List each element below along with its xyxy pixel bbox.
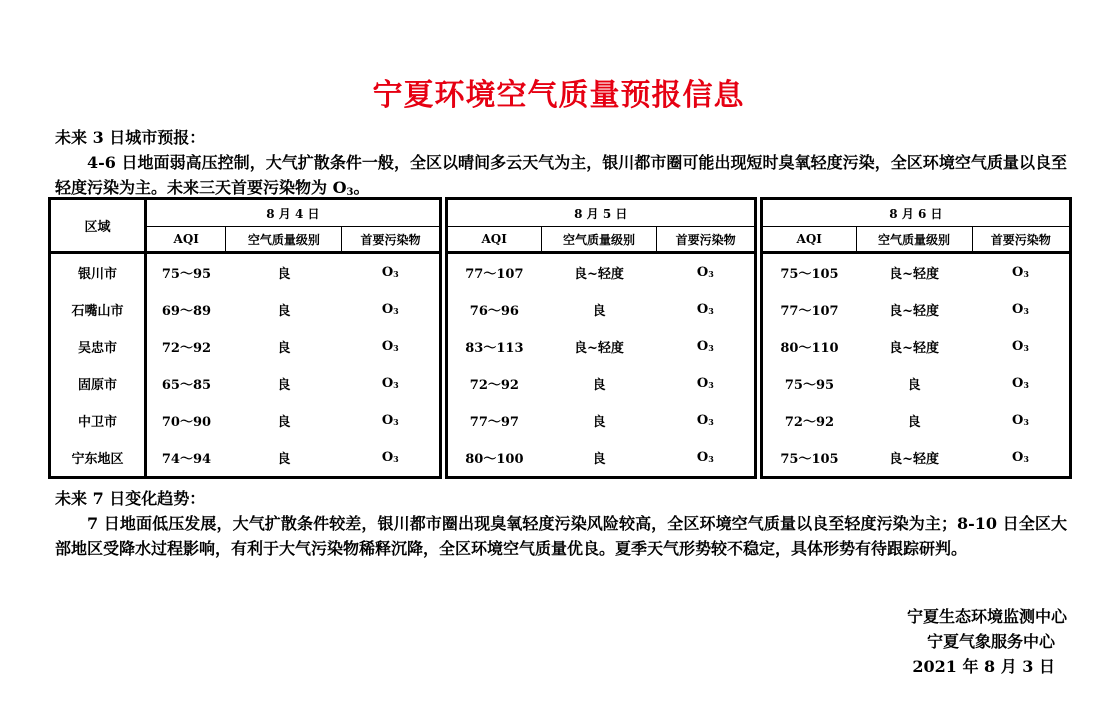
region-name: 宁东地区: [50, 439, 146, 478]
level-col-header: 空气质量级别: [541, 227, 657, 253]
forecast-3day-o3-subscript: 3: [346, 187, 354, 198]
pollutant-o3-subscript: 3: [393, 380, 399, 390]
pollutant-o3-subscript: 3: [1023, 343, 1029, 353]
pollutant-o3-subscript: 3: [708, 417, 714, 427]
pollutant-o3-subscript: 3: [393, 343, 399, 353]
air-quality-level-cell: 良~轻度: [574, 341, 624, 356]
pollutant-o3: O: [696, 265, 709, 280]
primary-pollutant-cell: [342, 365, 440, 402]
forecast-3day-body: 4-6 日地面弱高压控制，大气扩散条件一般，全区以晴间多云天气为主，银川都市圈可能出现短时臭氧轻度污染，全区环境空气质量以良至轻度污染为主。未来三天首要污染物为 O: [55, 153, 1067, 197]
pollutant-o3-subscript: 3: [708, 306, 714, 316]
primary-pollutant-cell: [657, 253, 755, 292]
page-title: 宁夏环境空气质量预报信息: [372, 78, 745, 113]
pollutant-o3: O: [696, 302, 709, 317]
air-quality-level-cell: 良: [277, 267, 291, 282]
primary-pollutant-cell: [972, 402, 1071, 439]
air-quality-level-cell: 良: [541, 439, 657, 478]
primary-pollutant-cell: [342, 328, 440, 365]
aqi-range-cell: 80～100: [446, 439, 541, 478]
pollutant-o3-subscript: 3: [1023, 306, 1029, 316]
region-name: 中卫市: [50, 402, 146, 439]
level-col-header: 空气质量级别: [226, 227, 342, 253]
trend-7day-text: 7 日地面低压发展，大气扩散条件较差，银川都市圈出现臭氧轻度污染风险较高，全区环境空气质量以良至轻度污染为主；8-10 日全区大部地区受降水过程影响，有利于大气污染物稀释沉降，全区环境空气质量优良。夏季天气形势较不稳定，具体形势有待跟踪研判。: [55, 514, 1067, 558]
primary-pollutant-cell: [342, 439, 440, 478]
aqi-range-cell: 75～95: [146, 253, 226, 292]
primary-pollutant-cell: [342, 402, 440, 439]
primary-pollutant-cell: [657, 365, 755, 402]
table-row: [50, 291, 1071, 328]
primary-pollutant-cell: [972, 439, 1071, 478]
air-quality-level-cell: 良: [277, 341, 291, 356]
pollutant-o3: O: [381, 302, 394, 317]
table-row: [50, 328, 1071, 365]
aqi-range-cell: 72～92: [761, 402, 856, 439]
aqi-range-cell: 80～110: [761, 328, 856, 365]
table-row: [50, 253, 1071, 292]
pollutant-o3-subscript: 3: [393, 417, 399, 427]
air-quality-level-cell: 良: [907, 378, 921, 393]
pollutant-o3-subscript: 3: [1023, 269, 1029, 279]
aqi-range-cell: 75～105: [761, 253, 856, 292]
pollutant-o3: O: [1012, 265, 1024, 280]
aqi-col-header: AQI: [446, 227, 541, 253]
pollutant-o3: O: [1012, 450, 1024, 465]
air-quality-level-cell: 良~轻度: [574, 267, 624, 282]
pollutant-o3: O: [696, 339, 709, 354]
aqi-range-cell: 72～92: [446, 365, 541, 402]
aqi-range-cell: 75～95: [761, 365, 856, 402]
pollutant-o3-subscript: 3: [708, 380, 714, 390]
forecast-3day-heading: 未来 3 日城市预报：: [55, 128, 206, 147]
air-quality-level-cell: 良: [592, 378, 606, 393]
region-name: 石嘴山市: [50, 291, 146, 328]
aqi-range-cell: 69～89: [146, 291, 226, 328]
primary-pollutant-cell: [972, 291, 1071, 328]
pollutant-o3: O: [1012, 413, 1024, 428]
signature-org-monitoring: 宁夏生态环境监测中心: [906, 607, 1067, 626]
signature-date: 2021 年 8 月 3 日: [912, 657, 1055, 676]
trend-7day-heading: 未来 7 日变化趋势：: [55, 489, 206, 508]
air-quality-level-cell: 良: [907, 415, 921, 430]
pollutant-o3-subscript: 3: [393, 306, 399, 316]
table-row: [50, 365, 1071, 402]
pollutant-o3: O: [381, 413, 394, 428]
air-quality-level-cell: 良~轻度: [889, 341, 940, 356]
pollutant-o3: O: [1012, 376, 1024, 391]
date-header: 8 月 4 日: [146, 199, 441, 227]
primary-pollutant-cell: [657, 328, 755, 365]
pollutant-o3-subscript: 3: [1023, 417, 1029, 427]
air-quality-level-cell: 良: [277, 415, 291, 430]
aqi-col-header: AQI: [761, 227, 856, 253]
pollutant-o3: O: [381, 376, 394, 391]
aqi-range-cell: 77～107: [446, 253, 541, 292]
date-header: 8 月 6 日: [761, 199, 1070, 227]
aqi-range-cell: 77～107: [761, 291, 856, 328]
region-name: 银川市: [50, 253, 146, 292]
pollutant-col-header: 首要污染物: [657, 227, 755, 253]
air-quality-level-cell: 良~轻度: [856, 439, 972, 478]
pollutant-o3: O: [381, 339, 394, 354]
region-header: 区域: [50, 199, 146, 253]
table-row: [50, 402, 1071, 439]
pollutant-o3-subscript: 3: [708, 454, 714, 464]
aqi-col-header: AQI: [146, 227, 226, 253]
air-quality-level-cell: 良: [277, 304, 291, 319]
pollutant-o3: O: [1012, 302, 1024, 317]
pollutant-o3: O: [381, 265, 394, 280]
pollutant-col-header: 首要污染物: [972, 227, 1071, 253]
primary-pollutant-cell: [657, 291, 755, 328]
aqi-range-cell: 72～92: [146, 328, 226, 365]
primary-pollutant-cell: [342, 253, 440, 292]
table-row: [50, 439, 1071, 478]
pollutant-o3-subscript: 3: [708, 269, 714, 279]
aqi-range-cell: 65～85: [146, 365, 226, 402]
signature-org-meteorology: 宁夏气象服务中心: [926, 632, 1055, 651]
air-quality-level-cell: 良~轻度: [889, 304, 940, 319]
aqi-range-cell: 70～90: [146, 402, 226, 439]
region-name: 固原市: [50, 365, 146, 402]
pollutant-o3: O: [696, 376, 709, 391]
aqi-range-cell: 75～105: [761, 439, 856, 478]
pollutant-o3: O: [1012, 339, 1024, 354]
primary-pollutant-cell: [972, 328, 1071, 365]
primary-pollutant-cell: [657, 402, 755, 439]
region-name: 吴忠市: [50, 328, 146, 365]
aqi-range-cell: 83～113: [446, 328, 541, 365]
air-quality-level-cell: 良: [592, 415, 606, 430]
air-quality-level-cell: 良: [277, 378, 291, 393]
level-col-header: 空气质量级别: [856, 227, 972, 253]
air-quality-level-cell: 良~轻度: [889, 267, 940, 282]
pollutant-o3-subscript: 3: [1023, 380, 1029, 390]
primary-pollutant-cell: [657, 439, 755, 478]
pollutant-col-header: 首要污染物: [342, 227, 440, 253]
air-quality-level-cell: 良: [226, 439, 342, 478]
aqi-forecast-table: [48, 197, 1072, 479]
pollutant-o3: O: [381, 450, 394, 465]
air-quality-level-cell: 良: [592, 304, 606, 319]
forecast-3day-end: 。: [353, 178, 370, 197]
pollutant-o3: O: [696, 450, 709, 465]
primary-pollutant-cell: [972, 365, 1071, 402]
pollutant-o3: O: [696, 413, 709, 428]
pollutant-o3-subscript: 3: [393, 269, 399, 279]
pollutant-o3-subscript: 3: [393, 454, 399, 464]
pollutant-o3-subscript: 3: [708, 343, 714, 353]
aqi-range-cell: 77～97: [446, 402, 541, 439]
aqi-range-cell: 74～94: [146, 439, 226, 478]
primary-pollutant-cell: [972, 253, 1071, 292]
date-header: 8 月 5 日: [446, 199, 755, 227]
aqi-range-cell: 76～96: [446, 291, 541, 328]
primary-pollutant-cell: [342, 291, 440, 328]
pollutant-o3-subscript: 3: [1023, 454, 1029, 464]
